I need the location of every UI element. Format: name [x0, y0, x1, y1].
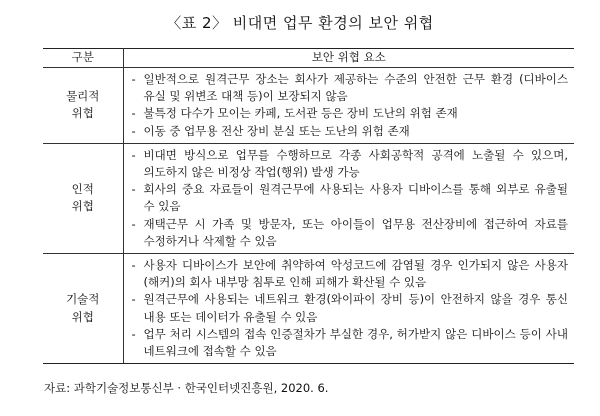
table-row-physical [43, 68, 574, 144]
threat-items-cell [123, 254, 574, 364]
dash-bullet: - [131, 147, 136, 162]
threat-list [132, 147, 569, 250]
threat-items-cell [123, 68, 574, 144]
threat-item-text: 업무 처리 시스템의 접속 인증절차가 부실한 경우, 허가받지 않은 디바이스 등이 사내 네트워크에 접속할 수 있음 [143, 326, 568, 359]
threat-item [132, 71, 569, 105]
dash-bullet: - [131, 106, 136, 121]
category-label-line: 인적 [71, 182, 94, 197]
threat-list [132, 257, 569, 360]
dash-bullet: - [131, 326, 136, 341]
threat-item-text: 비대면 방식으로 업무를 수행하므로 각종 사회공학적 공격에 노출될 수 있으며, 의도하지 않은 비정상 작업(행위) 발생 가능 [143, 147, 568, 180]
dash-bullet: - [131, 72, 136, 86]
dash-bullet: - [131, 182, 136, 197]
dash-bullet: - [131, 216, 136, 231]
threat-item-text: 사용자 디바이스가 보안에 취약하여 악성코드에 감염될 경우 인가되지 않은 사용자(해커)의 회사 내부망 침투로 인해 피해가 확산될 수 있음 [143, 258, 568, 290]
header-threat-elements: 보안 위협 요소 [123, 49, 574, 68]
table-header-row [43, 49, 574, 68]
dash-bullet: - [131, 123, 136, 138]
threat-item [132, 326, 569, 360]
category-label-line: 위협 [71, 309, 94, 324]
threat-item [132, 123, 569, 140]
threat-item [132, 257, 569, 291]
table-row-technical [43, 254, 574, 364]
category-label-line: 위협 [71, 199, 94, 214]
threat-item [132, 147, 569, 181]
security-threat-table [43, 48, 574, 364]
threat-item-text: 원격근무에 사용되는 네트워크 환경(와이파이 장비 등)이 안전하지 않을 경우 통신 내용 또는 데이터가 유출될 수 있음 [143, 292, 568, 324]
table-row-human [43, 143, 574, 253]
category-label-line: 위협 [71, 106, 94, 121]
category-label-line: 기술적 [66, 292, 100, 307]
threat-item-text: 재택근무 시 가족 및 방문자, 또는 아이들이 업무용 전산장비에 접근하여 자료를 수정하거나 삭제할 수 있음 [143, 216, 568, 248]
threat-item [132, 181, 569, 215]
threat-item-text: 일반적으로 원격근무 장소는 회사가 제공하는 수준의 안전한 근무 환경 (디바이스 유실 및 위변조 대책 등)이 보장되지 않음 [143, 72, 568, 104]
dash-bullet: - [131, 292, 136, 307]
category-cell [43, 68, 123, 144]
threat-item [132, 291, 569, 325]
source-note: 자료: 과학기술정보통신부 · 한국인터넷진흥원, 2020. 6. [44, 381, 329, 395]
table-title: 〈표 2〉 비대면 업무 환경의 보안 위협 [166, 14, 434, 32]
threat-item-text: 이동 중 업무용 전산 장비 분실 또는 도난의 위험 존재 [143, 123, 410, 138]
threat-item [132, 216, 569, 250]
category-cell [43, 254, 123, 364]
threat-list [132, 71, 569, 140]
category-cell [43, 143, 123, 253]
category-label-line: 물리적 [66, 89, 100, 104]
threat-item-text: 회사의 중요 자료들이 원격근무에 사용되는 사용자 디바이스를 통해 외부로 유출될 수 있음 [143, 182, 568, 214]
threat-items-cell [123, 143, 574, 253]
threat-item-text: 불특정 다수가 모이는 카페, 도서관 등은 장비 도난의 위험 존재 [143, 106, 458, 121]
dash-bullet: - [131, 258, 136, 273]
threat-item [132, 105, 569, 122]
header-category: 구분 [43, 49, 123, 68]
